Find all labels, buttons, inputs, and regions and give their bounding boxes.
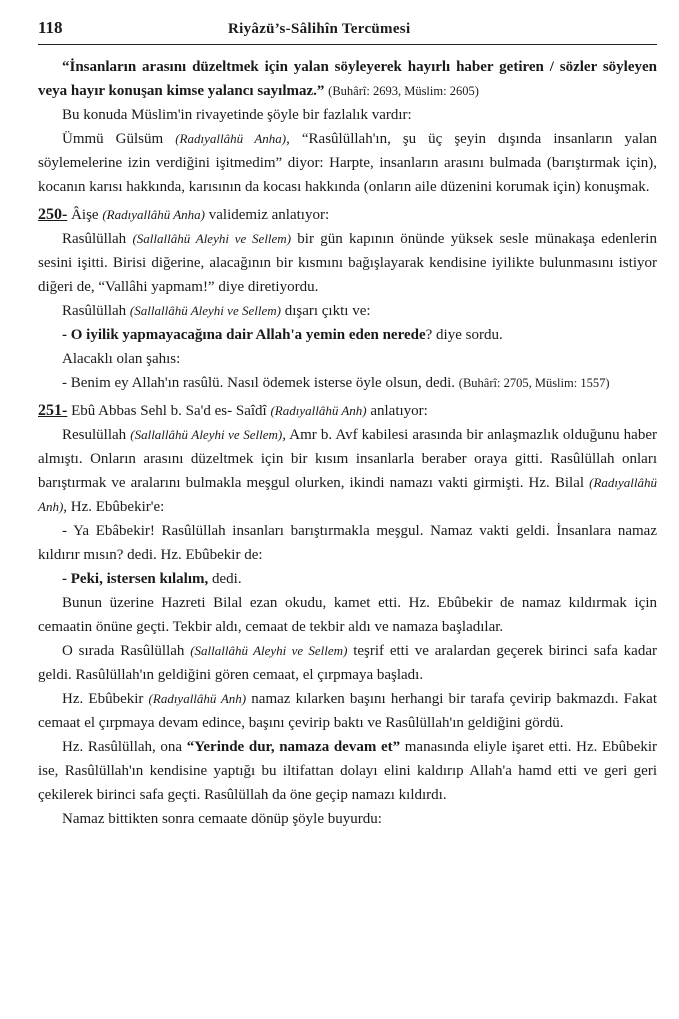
hadith-250-paragraph-4: Alacaklı olan şahıs: (62, 351, 181, 367)
text-segment: manasında eliyle işaret etti. Hz. Ebûbekir ise, Rasûlüllah'ın kendisine yaptığı bu iltifattan dolayı elini kaldırıp Allah'a hamd etti ve geri geri çekilerek birinci safa geçti. Rasûlüllah da öne geçip namazı kıldırdı. (38, 739, 657, 803)
text-segment: dışarı çıktı ve: (280, 303, 371, 319)
honorific: (Radıyallâhü Anha) (102, 207, 205, 222)
honorific: (Radıyallâhü Anha) (175, 131, 287, 146)
honorific: (Sallallâhü Aleyhi ve Sellem) (132, 231, 292, 246)
honorific: (Radıyallâhü Anh) (38, 475, 657, 514)
hadith-251-paragraph-1 (38, 423, 657, 519)
text-segment: ? diye sordu. (425, 327, 503, 343)
hadith-251-paragraph-8: Namaz bittikten sonra cemaate dönüp şöyle buyurdu: (62, 811, 382, 827)
hadith-251-paragraph-5 (38, 639, 657, 687)
page-header (38, 18, 657, 45)
text-segment: O sırada Rasûlüllah (62, 643, 191, 659)
intro-source: (Buhârî: 2693, Müslim: 2605) (328, 84, 479, 98)
text-segment: bir gün kapının önünde yüksek sesle münakaşa edenlerin sesini işitti. Birisi diğerine, alacağının bir kısmını bağışlayarak kendisine iyilikte bulunmasını istiyor diğeri de, “Vallâhi yapmam!” diye diretiyordu. (38, 231, 657, 295)
honorific: (Sallallâhü Aleyhi ve Sellem) (190, 643, 348, 658)
bold-quote: - Peki, istersen kılalım, (62, 571, 209, 587)
text-segment: Resulüllah (62, 427, 131, 443)
hadith-251-paragraph-4: Bunun üzerine Hazreti Bilal ezan okudu, kamet etti. Hz. Ebûbekir de namaz kıldırmak için cemaatin önüne geçti. Tekbir aldı, cemaat de tekbir aldı ve namaza başladılar. (38, 595, 657, 635)
hadith-251-paragraph-3 (38, 567, 657, 591)
text-segment: Rasûlüllah (62, 303, 130, 319)
running-title: Riyâzü’s-Sâlihîn Tercümesi (228, 21, 411, 37)
text-segment: Ümmü Gülsüm (62, 131, 176, 147)
hadith-250-paragraph-5 (38, 371, 657, 395)
intro-paragraph-2: Bu konuda Müslim'in rivayetinde şöyle bir fazlalık vardır: (62, 107, 412, 123)
hadith-250-paragraph-3 (38, 323, 657, 347)
text-segment: Âişe (67, 207, 103, 223)
text-segment: Rasûlüllah (62, 231, 133, 247)
hadith-number: 250- (38, 206, 68, 223)
text-segment: Ebû Abbas Sehl b. Sa'd es- Saîdî (67, 403, 271, 419)
text-segment: , Hz. Ebûbekir'e: (63, 499, 165, 515)
text-segment: Hz. Ebûbekir (62, 691, 149, 707)
honorific: (Sallallâhü Aleyhi ve Sellem) (130, 427, 283, 442)
hadith-250-heading (38, 203, 657, 227)
hadith-250-source: (Buhârî: 2705, Müslim: 1557) (458, 376, 610, 390)
text-segment: validemiz anlatıyor: (205, 207, 330, 223)
page-body (38, 55, 657, 831)
hadith-251-paragraph-7 (38, 735, 657, 807)
bold-quote: “Yerinde dur, namaza devam et” (186, 739, 401, 755)
intro-paragraph-3 (38, 127, 657, 199)
text-segment: namaz kılarken başını herhangi bir tarafa çevirip bakmazdı. Fakat cemaat el çırpmaya devam edince, başını çevirip baktı ve Rasûlüllah'ın geldiğini gördü. (38, 691, 657, 731)
honorific: (Sallallâhü Aleyhi ve Sellem) (129, 303, 281, 318)
text-segment: Hz. Rasûlüllah, ona (62, 739, 187, 755)
bold-quote: - O iyilik yapmayacağına dair Allah'a yemin eden nerede (62, 327, 426, 343)
hadith-number: 251- (38, 402, 68, 419)
hadith-250-paragraph-1 (38, 227, 657, 299)
intro-quote: “İnsanların arasını düzeltmek için yalan söyleyerek hayırlı haber getiren / sözler söyleyen veya hayır konuşan kimse yalancı sayılmaz.” (38, 59, 657, 99)
hadith-250-paragraph-2 (38, 299, 657, 323)
text-segment: dedi. (208, 571, 242, 587)
text-segment: , “Rasûlüllah'ın, şu üç şeyin dışında insanların yalan söylemelerine izin verdiğini işitmedim” diyor: Harpte, insanların arasını bulmada (barıştırmak için), kocanın karısı hakkında, karısının da kocası hakkında (onların aile düzenini korumak için) konuşmak. (38, 131, 657, 195)
text-segment: - Benim ey Allah'ın rasûlü. Nasıl ödemek isterse öyle olsun, dedi. (62, 375, 459, 391)
page-number: 118 (38, 18, 63, 37)
hadith-251-paragraph-6 (38, 687, 657, 735)
honorific: (Radıyallâhü Anh) (148, 691, 247, 706)
hadith-251-heading (38, 399, 657, 423)
text-segment: teşrif etti ve aralardan geçerek birinci safa kadar geldi. Rasûlüllah'ın geldiğini gören cemaat, el çırpmaya başladı. (38, 643, 657, 683)
hadith-251-paragraph-2: - Ya Ebâbekir! Rasûlüllah insanları barıştırmakla meşgul. Namaz vakti geldi. İnsanlara namaz kıldırır mısın? dedi. Hz. Ebûbekir de: (38, 523, 657, 563)
text-segment: anlatıyor: (366, 403, 428, 419)
honorific: (Radıyallâhü Anh) (270, 403, 367, 418)
text-segment: , Amr b. Avf kabilesi arasında bir anlaşmazlık olduğunu haber almıştı. Onların arasını düzeltmek için bir kısım insanlarla beraber oraya gitti. Rasûlüllah onları barıştırmak ve aralarını bulmakla meşgul olurken, ikindi namazı vakti girmişti. Hz. Bilal (38, 427, 657, 491)
intro-quote-paragraph (38, 55, 657, 103)
